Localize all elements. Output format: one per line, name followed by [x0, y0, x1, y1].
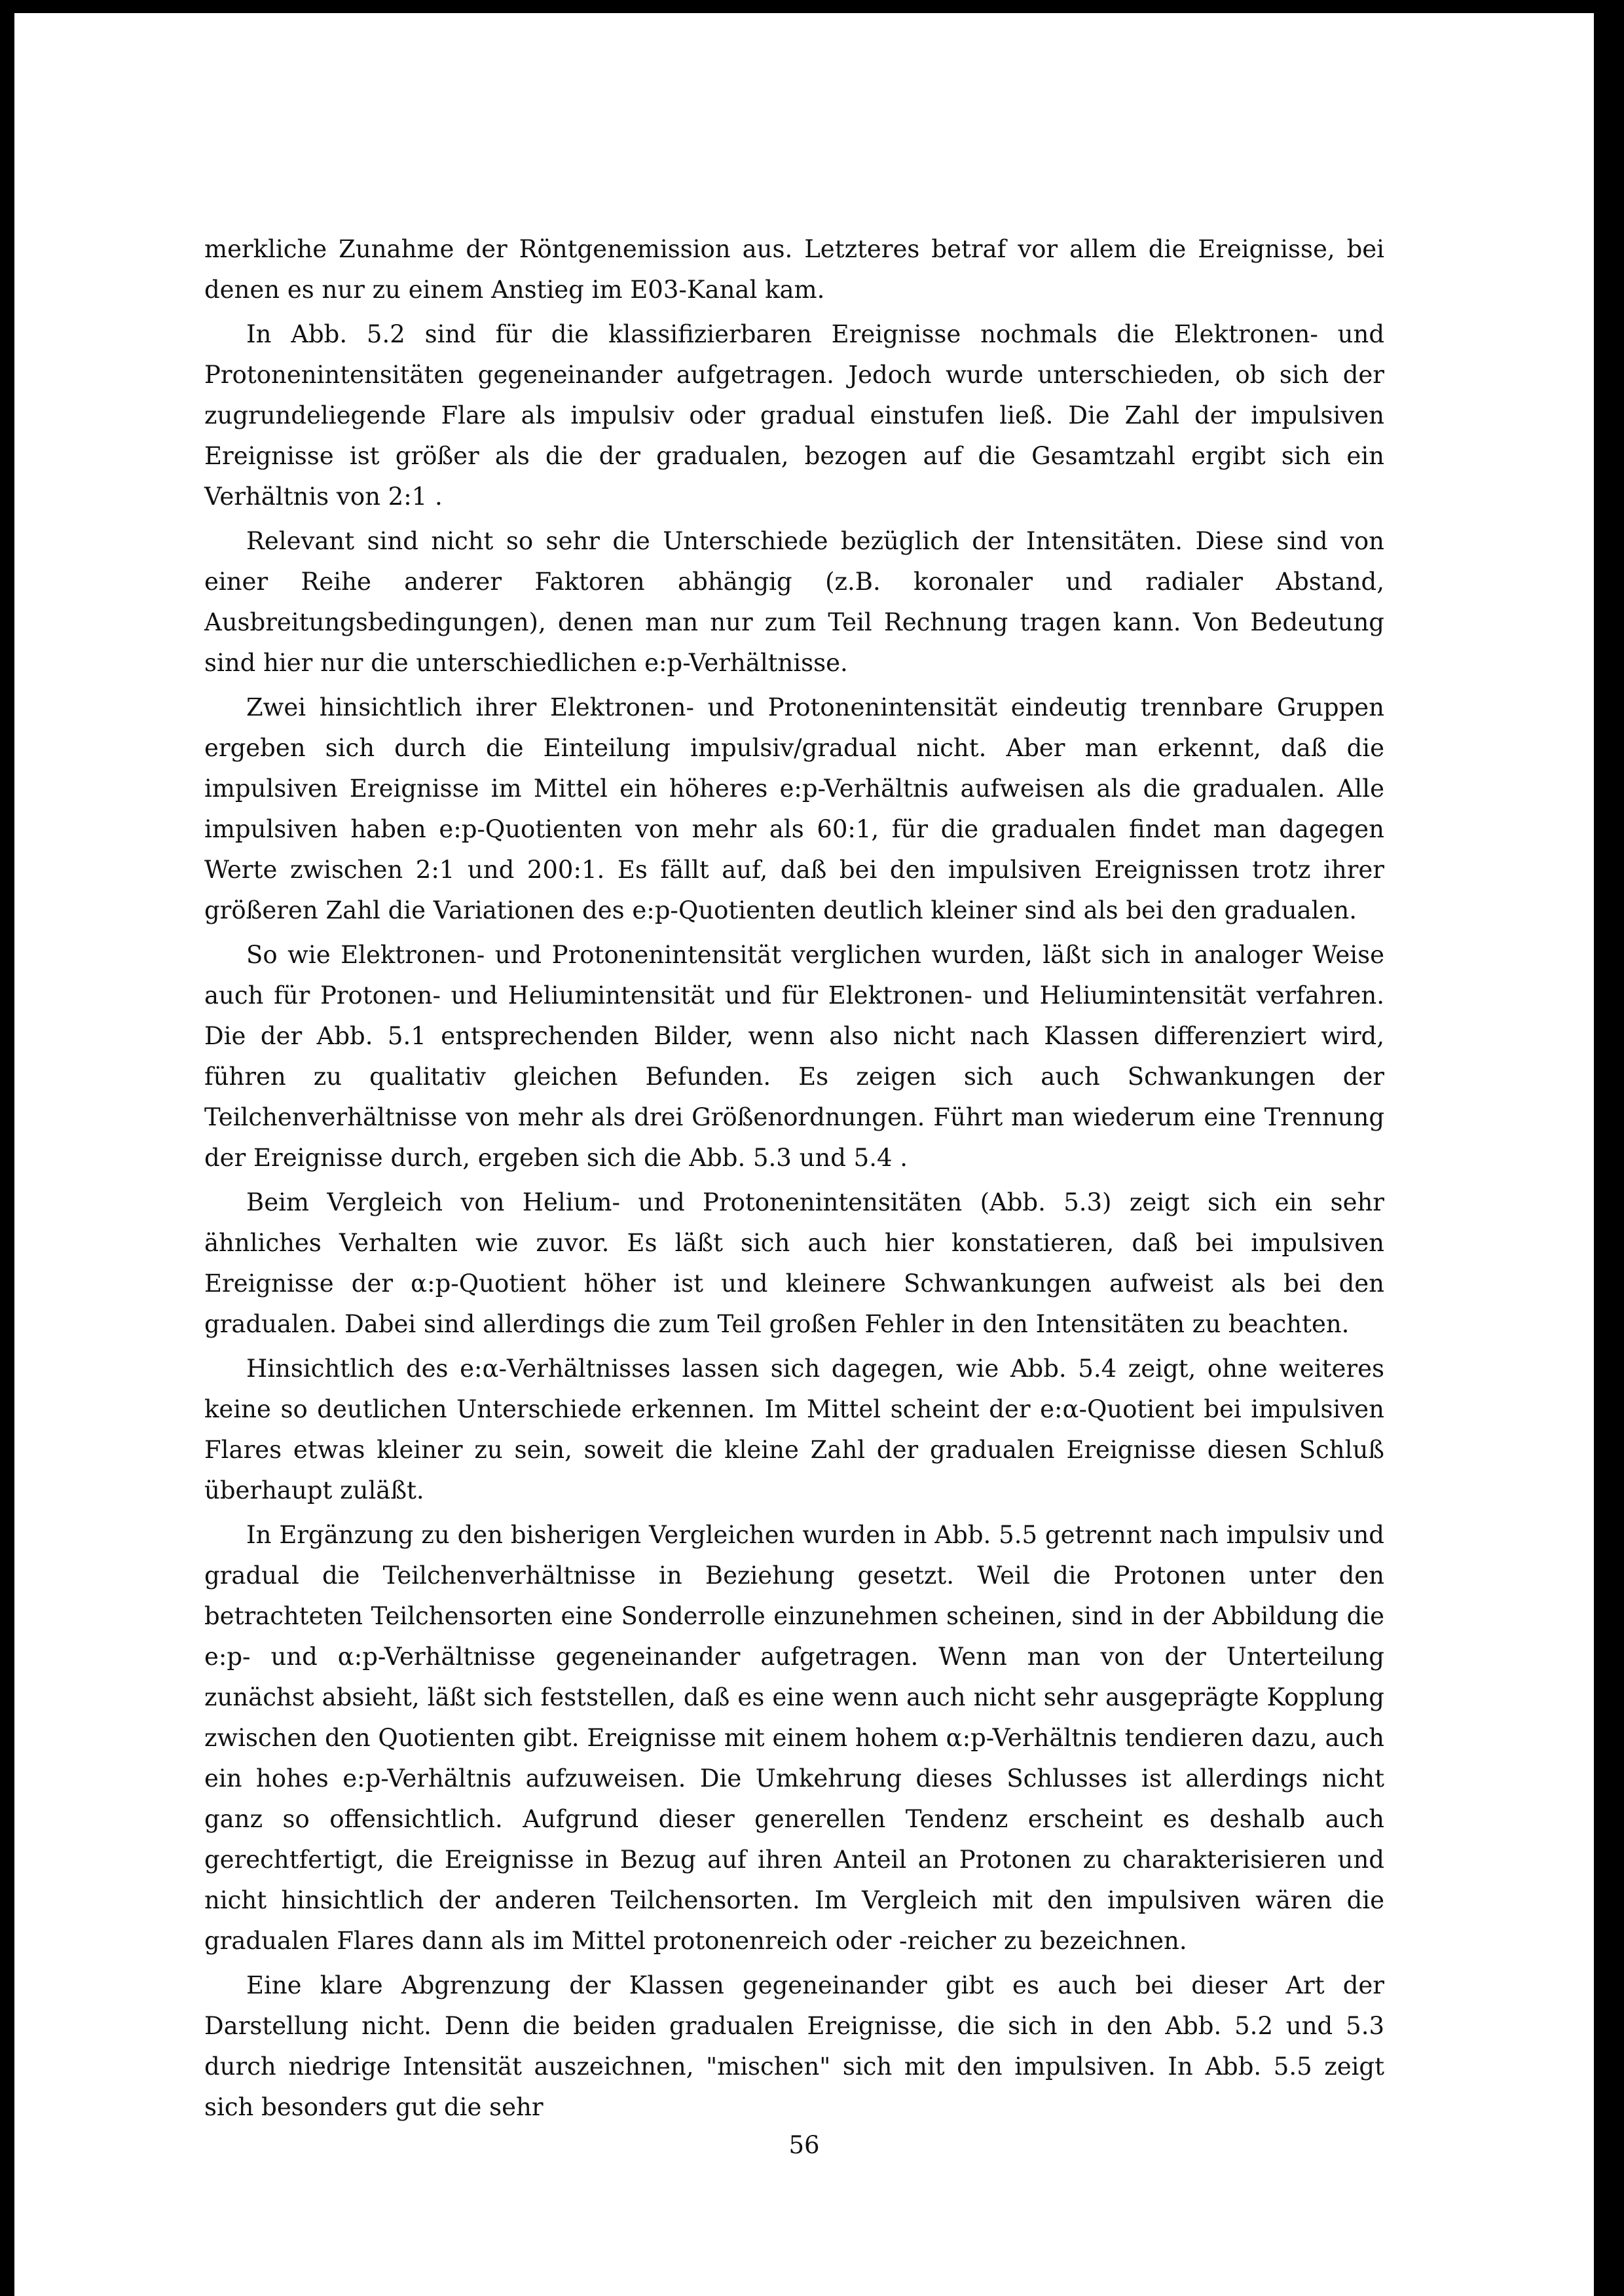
paragraph-helium-comparison: So wie Elektronen- und Protonenintensität verglichen wurden, läßt sich in analoger Weise auch für Protonen- und Heliumintensität und für Elektronen- und Heliumintensität verfahren. Die der Abb. 5.1 entsprechenden Bilder, wenn also nicht nach Klassen differenziert wird, führen zu qualitativ gleichen Befunden. Es zeigen sich auch Schwankungen der Teilchenverhältnisse von mehr als drei Größenordnungen. Führt man wiederum eine Trennung der Ereignisse durch, ergeben sich die Abb. 5.3 und 5.4 . — [204, 941, 1384, 1172]
paragraph-abb-5-5: In Ergänzung zu den bisherigen Vergleichen wurden in Abb. 5.5 getrennt nach impulsiv und gradual die Teilchenverhältnisse in Beziehung gesetzt. Weil die Protonen unter den betrachteten Teilchensorten eine Sonderrolle einzunehmen scheinen, sind in der Abbildung die e:p- und α:p-Verhältnisse gegeneinander aufgetragen. Wenn man von der Unterteilung zunächst absieht, läßt sich feststellen, daß es eine wenn auch nicht sehr ausgeprägte Kopplung zwischen den Quotienten gibt. Ereignisse mit einem hohem α:p-Verhältnis tendieren dazu, auch ein hohes e:p-Verhältnis aufzuweisen. Die Umkehrung dieses Schlusses ist allerdings nicht ganz so offensichtlich. Aufgrund dieser generellen Tendenz erscheint es deshalb auch gerechtfertigt, die Ereignisse in Bezug auf ihren Anteil an Protonen zu charakterisieren und nicht hinsichtlich der anderen Teilchensorten. Im Vergleich mit den impulsiven wären die gradualen Flares dann als im Mittel protonenreich oder -reicher zu bezeichnen. — [204, 1521, 1384, 1955]
paragraph-abb-5-2: In Abb. 5.2 sind für die klassifizierbaren Ereignisse nochmals die Elektronen- und Protonenintensitäten gegeneinander aufgetragen. Jedoch wurde unterschieden, ob sich der zugrundeliegende Flare als impulsiv oder gradual einstufen ließ. Die Zahl der impulsiven Ereignisse ist größer als die der gradualen, bezogen auf die Gesamtzahl ergibt sich ein Verhältnis von 2:1 . — [204, 320, 1384, 511]
paragraph-abb-5-3: Beim Vergleich von Helium- und Protonenintensitäten (Abb. 5.3) zeigt sich ein sehr ähnliches Verhalten wie zuvor. Es läßt sich auch hier konstatieren, daß bei impulsiven Ereignisse der α:p-Quotient höher ist und kleinere Schwankungen aufweist als bei den gradualen. Dabei sind allerdings die zum Teil großen Fehler in den Intensitäten zu beachten. — [204, 1188, 1384, 1338]
paragraph-class-boundary: Eine klare Abgrenzung der Klassen gegeneinander gibt es auch bei dieser Art der Darstellung nicht. Denn die beiden gradualen Ereignisse, die sich in den Abb. 5.2 und 5.3 durch niedrige Intensität auszeichnen, "mischen" sich mit den impulsiven. In Abb. 5.5 zeigt sich besonders gut die sehr — [204, 1971, 1384, 2121]
paragraph-abb-5-4: Hinsichtlich des e:α-Verhältnisses lassen sich dagegen, wie Abb. 5.4 zeigt, ohne weiteres keine so deutlichen Unterschiede erkennen. Im Mittel scheint der e:α-Quotient bei impulsiven Flares etwas kleiner zu sein, soweit die kleine Zahl der gradualen Ereignisse diesen Schluß überhaupt zuläßt. — [204, 1355, 1384, 1504]
page-number: 56 — [788, 2131, 820, 2159]
body-text — [204, 229, 1384, 2132]
document-page — [14, 13, 1594, 2296]
paragraph-continuation: merkliche Zunahme der Röntgenemission aus. Letzteres betraf vor allem die Ereignisse, bei denen es nur zu einem Anstieg im E03-Kanal kam. — [204, 235, 1384, 304]
paragraph-relevance: Relevant sind nicht so sehr die Unterschiede bezüglich der Intensitäten. Diese sind von einer Reihe anderer Faktoren abhängig (z.B. koronaler und radialer Abstand, Ausbreitungsbedingungen), denen man nur zum Teil Rechnung tragen kann. Von Bedeutung sind hier nur die unterschiedlichen e:p-Verhältnisse. — [204, 527, 1384, 677]
paragraph-groups: Zwei hinsichtlich ihrer Elektronen- und Protonenintensität eindeutig trennbare Gruppen ergeben sich durch die Einteilung impulsiv/gradual nicht. Aber man erkennt, daß die impulsiven Ereignisse im Mittel ein höheres e:p-Verhältnis aufweisen als die gradualen. Alle impulsiven haben e:p-Quotienten von mehr als 60:1, für die gradualen findet man dagegen Werte zwischen 2:1 und 200:1. Es fällt auf, daß bei den impulsiven Ereignissen trotz ihrer größeren Zahl die Variationen des e:p-Quotienten deutlich kleiner sind als bei den gradualen. — [204, 693, 1384, 924]
